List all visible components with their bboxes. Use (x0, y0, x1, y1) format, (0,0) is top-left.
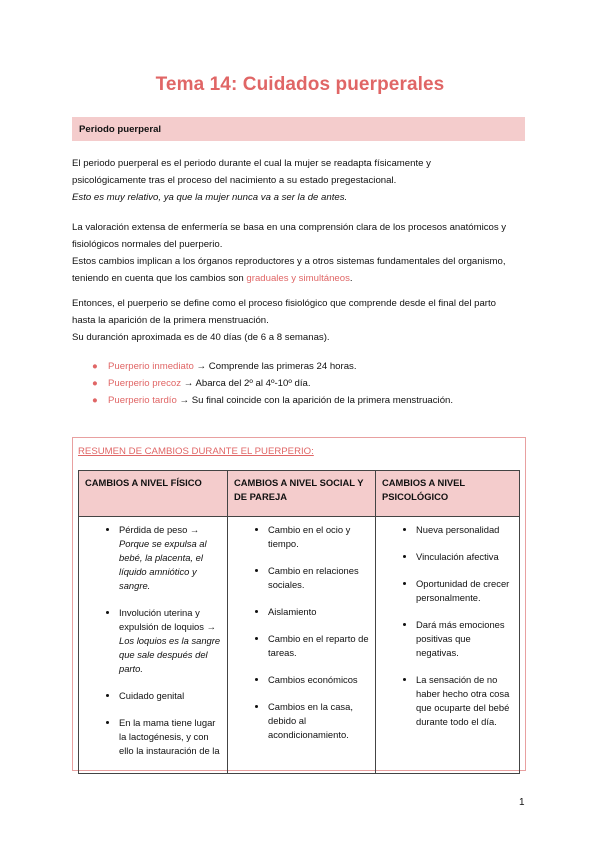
column-header: CAMBIOS A NIVEL PSICOLÓGICO (376, 471, 520, 517)
bullet-icon: ● (92, 361, 98, 372)
paragraph-line: Estos cambios implican a los órganos reproductores y a otros sistemas fundamentales del organismo, (72, 256, 506, 267)
list-item: • Oportunidad de crecer personalmente. (416, 577, 513, 605)
paragraph-line: Su duranción aproximada es de 40 días (de 6 a 8 semanas). (72, 332, 330, 343)
table-row (79, 517, 520, 774)
paragraph-line: hasta la aparición de la primera menstruación. (72, 315, 269, 326)
list-item (119, 523, 221, 593)
social-cell (228, 517, 376, 774)
text: . (349, 273, 353, 284)
list-item: • La sensación de no haber hecho otra cosa que ocuparte del bebé durante todo el día. (416, 673, 513, 729)
list-item: • Aislamiento (268, 605, 369, 619)
item-text: Pérdida de peso → (119, 524, 200, 535)
column-header: CAMBIOS A NIVEL FÍSICO (79, 471, 228, 517)
paragraph-line: psicológicamente tras el proceso del nacimiento a su estado pregestacional. (72, 175, 397, 186)
list-item: • Cambio en relaciones sociales. (268, 564, 369, 592)
page-title: Tema 14: Cuidados puerperales (155, 74, 445, 95)
bullet-icon: ● (92, 378, 98, 389)
list-item (119, 716, 221, 758)
page-number: 1 (519, 797, 525, 808)
item-text: En la mama tiene lugar la lactogénesis, y con ello la instauración de la (119, 717, 220, 756)
column-header: CAMBIOS A NIVEL SOCIAL Y DE PAREJA (228, 471, 376, 517)
paragraph-line (72, 273, 353, 284)
summary-title: RESUMEN DE CAMBIOS DURANTE EL PUERPERIO: (78, 446, 314, 457)
list-item: • Cambios económicos (268, 673, 369, 687)
list-item: • Cambio en el ocio y tiempo. (268, 523, 369, 551)
list-item: • Cambio en el reparto de tareas. (268, 632, 369, 660)
phase-item (92, 378, 311, 389)
bullet-icon: ● (92, 395, 98, 406)
list-item: • Dará más emociones positivas que negativas. (416, 618, 513, 660)
fisico-cell (79, 517, 228, 774)
list-item: • Nueva personalidad (416, 523, 513, 537)
psicologico-cell (376, 517, 520, 774)
list-item (119, 689, 221, 703)
phase-name: Puerperio inmediato (108, 361, 194, 372)
highlight-text: graduales y simultáneos (246, 273, 350, 284)
list-item (119, 606, 221, 676)
phase-name: Puerperio tardío (108, 395, 177, 406)
list-item: • Cambios en la casa, debido al acondicionamiento. (268, 700, 369, 742)
list-item: • Vinculación afectiva (416, 550, 513, 564)
text: teniendo en cuenta que los cambios son (72, 273, 247, 284)
item-note: Porque se expulsa al bebé, la placenta, el líquido amniótico y sangre. (119, 538, 207, 591)
phase-desc: → Su final coincide con la aparición de la primera menstruación. (176, 395, 454, 406)
item-note: → Los loquios es la sangre que sale después del parto. (119, 621, 221, 674)
phase-item (92, 395, 453, 406)
section-title: Periodo puerperal (79, 124, 162, 135)
item-text: Involución uterina y expulsión de loquios (119, 607, 207, 632)
paragraph-line: Entonces, el puerperio se define como el proceso fisiológico que comprende desde el final del parto (72, 298, 496, 309)
phase-desc: → Abarca del 2º al 4º-10º día. (181, 378, 311, 389)
item-text: Cuidado genital (119, 690, 185, 701)
summary-table (78, 470, 520, 774)
paragraph-line: fisiológicos normales del puerperio. (72, 239, 223, 250)
paragraph-line: El periodo puerperal es el periodo durante el cual la mujer se readapta físicamente y (72, 158, 431, 169)
phase-name: Puerperio precoz (108, 378, 182, 389)
phase-desc: → Comprende las primeras 24 horas. (193, 361, 357, 372)
paragraph-note: Esto es muy relativo, ya que la mujer nunca va a ser la de antes. (72, 192, 348, 203)
section-header (72, 117, 525, 141)
table-header-row (79, 471, 520, 517)
phase-item (92, 361, 357, 372)
paragraph-line: La valoración extensa de enfermería se basa en una comprensión clara de los procesos anatómicos y (72, 222, 507, 233)
